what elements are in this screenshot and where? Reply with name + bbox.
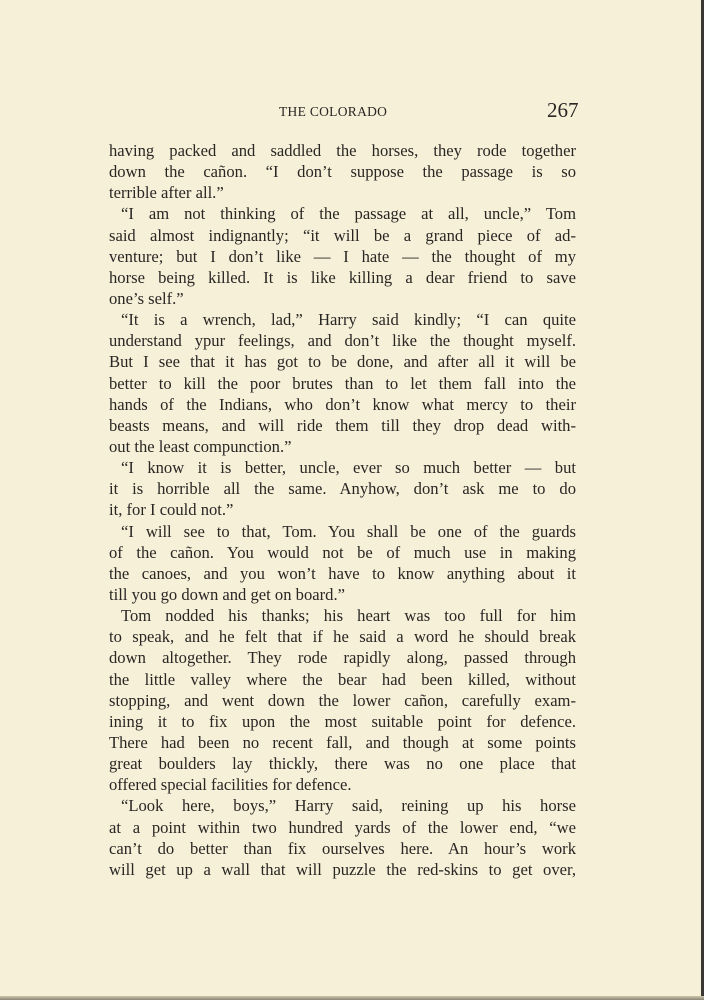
text-line: “Look here, boys,” Harry said, reining up his horse [121, 796, 576, 816]
text-line: out the least compunction.” [109, 436, 292, 456]
text-line: better to kill the poor brutes than to let them fall into the [109, 373, 576, 393]
text-line: having packed and saddled the horses, they rode together [109, 141, 576, 160]
text-line: the canoes, and you won’t have to know anything about it [109, 563, 576, 583]
text-line: There had been no recent fall, and though at some points [109, 732, 576, 752]
text-line: horse being killed. It is like killing a dear friend to save [109, 267, 576, 287]
text-line: beasts means, and will ride them till they drop dead with- [109, 415, 576, 435]
text-line: it, for I could not.” [109, 500, 234, 520]
text-line: said almost indignantly; “it will be a grand piece of ad- [109, 225, 576, 245]
running-head [0, 98, 704, 126]
text-line: the little valley where the bear had been killed, without [109, 669, 576, 689]
text-line: down altogether. They rode rapidly along, passed through [109, 648, 576, 668]
text-line: offered special facilities for defence. [109, 775, 352, 795]
text-line: understand ypur feelings, and don’t like the thought myself. [109, 331, 576, 351]
text-line: great boulders lay thickly, there was no one place that [109, 754, 576, 774]
text-line: But I see that it has got to be done, and after all it will be [109, 352, 576, 372]
text-line: one’s self.” [109, 288, 184, 308]
text-line: terrible after all.” [109, 183, 224, 203]
running-title: THE COLORADO [279, 104, 388, 119]
text-line: “It is a wrench, lad,” Harry said kindly; “I can quite [121, 310, 576, 330]
text-line: “I know it is better, uncle, ever so much better — but [121, 458, 576, 478]
text-line: ining it to fix upon the most suitable point for defence. [109, 711, 576, 731]
text-line: will get up a wall that will puzzle the red-skins to get over, [109, 859, 576, 879]
text-line: can’t do better than fix ourselves here. An hour’s work [109, 838, 576, 858]
text-line: of the cañon. You would not be of much use in making [109, 542, 576, 562]
text-line: “I am not thinking of the passage at all, uncle,” Tom [121, 204, 576, 224]
text-line: at a point within two hundred yards of the lower end, “we [109, 817, 576, 837]
text-line: “I will see to that, Tom. You shall be one of the guards [121, 521, 576, 541]
text-line: till you go down and get on board.” [109, 584, 345, 604]
text-line: hands of the Indians, who don’t know what mercy to their [109, 394, 576, 414]
text-line: to speak, and he felt that if he said a word he should break [109, 627, 576, 647]
page-bottom-edge [0, 996, 704, 1000]
page-number: 267 [547, 98, 579, 122]
text-line: it is horrible all the same. Anyhow, don’t ask me to do [109, 479, 576, 499]
text-line: down the cañon. “I don’t suppose the passage is so [109, 162, 576, 182]
text-line: stopping, and went down the lower cañon, carefully exam- [109, 690, 576, 710]
body-text [109, 140, 576, 880]
text-line: Tom nodded his thanks; his heart was too full for him [121, 606, 576, 626]
text-line: venture; but I don’t like — I hate — the thought of my [109, 246, 576, 266]
